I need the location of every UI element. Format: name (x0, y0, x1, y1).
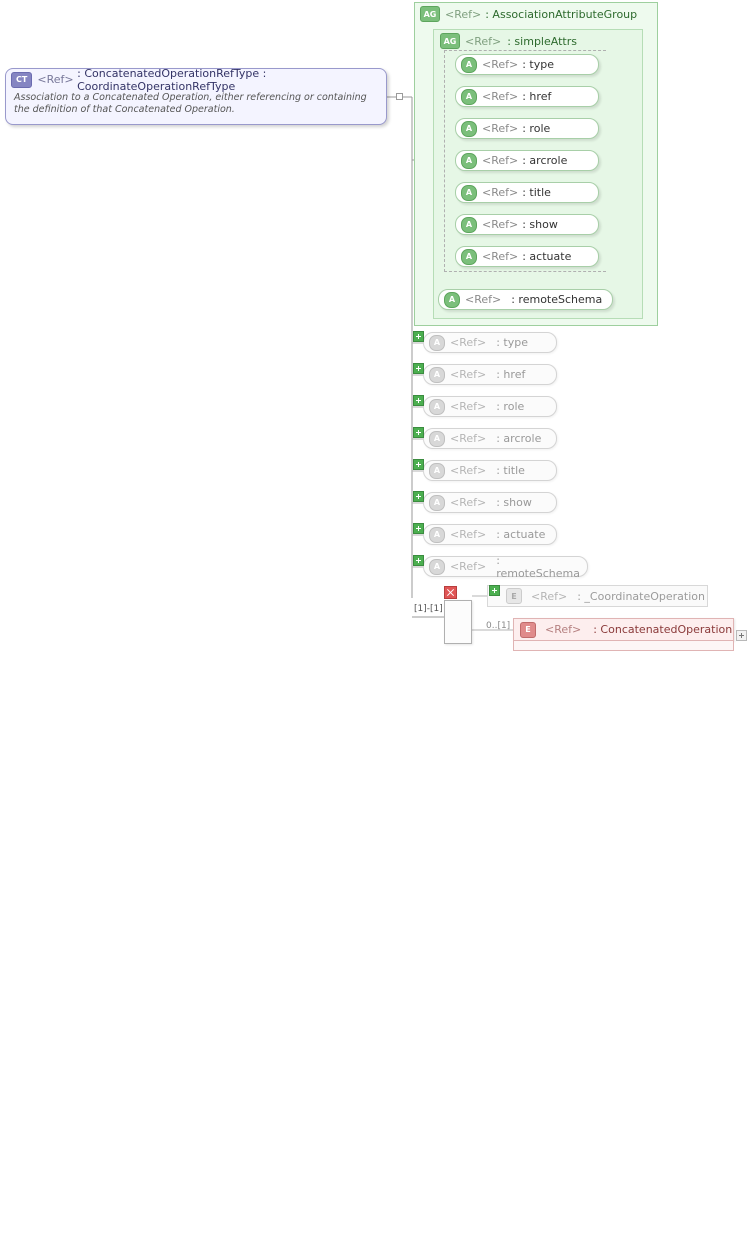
attribute-icon: A (461, 153, 477, 169)
expand-icon[interactable] (736, 630, 747, 641)
attribute-ref: <Ref> (450, 400, 487, 413)
expand-icon[interactable] (413, 459, 424, 470)
optional-attribute-remoteschema[interactable] (423, 553, 588, 580)
complex-type-box[interactable] (5, 68, 387, 125)
expand-icon[interactable] (413, 491, 424, 502)
element-concatenatedoperation[interactable] (513, 618, 734, 641)
attribute-group-simpleattrs-name: : simpleAttrs (507, 34, 577, 48)
attribute-title[interactable] (455, 182, 599, 203)
attribute-icon: A (461, 249, 477, 265)
attribute-type[interactable] (455, 54, 599, 75)
attribute-ref: <Ref> (482, 186, 519, 199)
attribute-name: : type (496, 336, 529, 349)
attribute-icon: A (429, 527, 445, 543)
attribute-ref: <Ref> (449, 560, 487, 573)
attribute-name: : actuate (522, 250, 572, 263)
attribute-ref: <Ref> (482, 90, 519, 103)
complex-type-name: : ConcatenatedOperationRefType : CoordinateOperationRefType (77, 66, 267, 93)
attribute-ref: <Ref> (465, 293, 502, 306)
element-icon: E (506, 588, 522, 604)
expand-icon[interactable] (413, 395, 424, 406)
attribute-role[interactable] (455, 118, 599, 139)
close-icon[interactable] (444, 586, 457, 599)
complex-type-ref: <Ref> (37, 73, 74, 86)
attribute-name: : show (522, 218, 558, 231)
attribute-ref: <Ref> (482, 218, 519, 231)
attribute-group-simpleattrs-ref: <Ref> (465, 34, 502, 48)
attribute-icon: A (461, 185, 477, 201)
attribute-show[interactable] (455, 214, 599, 235)
attribute-ref: <Ref> (482, 122, 519, 135)
attribute-icon: A (429, 431, 445, 447)
expand-icon[interactable] (413, 427, 424, 438)
attribute-ref: <Ref> (450, 432, 487, 445)
attribute-icon: A (429, 367, 445, 383)
element-ref: <Ref> (545, 623, 582, 636)
attribute-ref: <Ref> (450, 368, 487, 381)
attribute-name: : arcrole (522, 154, 568, 167)
attribute-name: : role (522, 122, 551, 135)
choice-node[interactable] (444, 600, 472, 644)
attribute-arcrole[interactable] (455, 150, 599, 171)
attribute-group-association-header (415, 3, 637, 25)
complex-type-documentation: Association to a Concatenated Operation, either referencing or containing the definition of that Concatenated Operation. (14, 92, 367, 115)
attribute-name: : arcrole (496, 432, 542, 445)
attribute-name: : actuate (496, 528, 546, 541)
attribute-ref: <Ref> (482, 250, 519, 263)
attribute-ref: <Ref> (450, 496, 487, 509)
attribute-href[interactable] (455, 86, 599, 107)
element-concatenatedoperation-body (513, 641, 734, 651)
attribute-name: : href (496, 368, 526, 381)
attribute-actuate[interactable] (455, 246, 599, 267)
choice-multiplicity: [1]-[1] (414, 604, 443, 614)
element-ref: <Ref> (531, 589, 568, 603)
attribute-icon: A (429, 399, 445, 415)
optional-attribute-type[interactable] (423, 332, 557, 353)
element-multiplicity: 0..[1] (486, 621, 511, 631)
attribute-name: : title (496, 464, 525, 477)
element-icon: E (520, 622, 536, 638)
element-name: : _CoordinateOperation (577, 589, 705, 603)
attribute-icon: A (461, 217, 477, 233)
optional-attribute-actuate[interactable] (423, 524, 557, 545)
attribute-name: : role (496, 400, 525, 413)
attribute-icon: A (461, 89, 477, 105)
attribute-name: : title (522, 186, 551, 199)
attribute-icon: A (461, 121, 477, 137)
optional-attribute-href[interactable] (423, 364, 557, 385)
attribute-remoteschema[interactable] (438, 289, 613, 310)
attribute-ref: <Ref> (482, 58, 519, 71)
attribute-name: : remoteSchema (511, 293, 603, 306)
attribute-group-association-name: : AssociationAttributeGroup (485, 7, 638, 21)
attribute-ref: <Ref> (450, 336, 487, 349)
attribute-icon: A (461, 57, 477, 73)
expand-icon[interactable] (489, 585, 500, 596)
attribute-name: : show (496, 496, 532, 509)
attribute-group-icon: AG (420, 6, 440, 22)
attribute-icon: A (429, 495, 445, 511)
complex-type-icon: CT (11, 72, 32, 88)
expand-icon[interactable] (413, 523, 424, 534)
expand-icon[interactable] (413, 331, 424, 342)
complex-type-header (6, 66, 386, 93)
optional-attribute-arcrole[interactable] (423, 428, 557, 449)
attribute-icon: A (429, 559, 445, 575)
attribute-icon: A (429, 463, 445, 479)
attribute-ref: <Ref> (482, 154, 519, 167)
expand-icon[interactable] (413, 363, 424, 374)
element-name: : ConcatenatedOperation (593, 623, 733, 636)
attribute-name: : type (522, 58, 555, 71)
element-coordinateoperation[interactable] (487, 585, 708, 607)
attribute-name: : href (522, 90, 552, 103)
optional-attribute-show[interactable] (423, 492, 557, 513)
attribute-name: : remoteSchema (496, 553, 580, 580)
attribute-group-icon: AG (440, 33, 460, 49)
optional-attribute-title[interactable] (423, 460, 557, 481)
attribute-icon: A (444, 292, 460, 308)
optional-attribute-role[interactable] (423, 396, 557, 417)
attribute-ref: <Ref> (450, 464, 487, 477)
attribute-group-simpleattrs-header (434, 30, 577, 52)
attribute-ref: <Ref> (450, 528, 487, 541)
attribute-icon: A (429, 335, 445, 351)
expand-handle-complex-type[interactable] (396, 93, 403, 100)
expand-icon[interactable] (413, 555, 424, 566)
attribute-group-association-ref: <Ref> (445, 7, 482, 21)
